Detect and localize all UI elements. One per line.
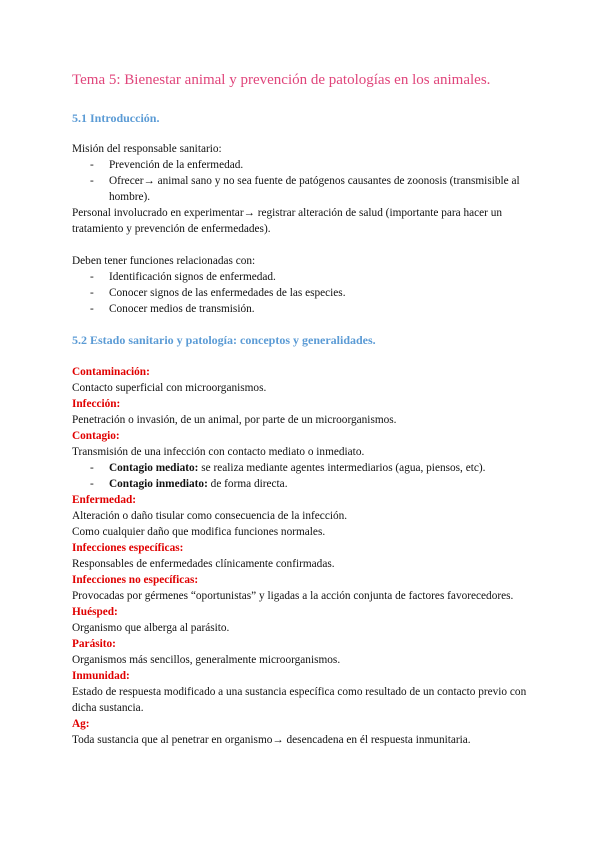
definition-infeccion: Penetración o invasión, de un animal, por parte de un microorganismos. <box>72 414 397 426</box>
term-infecciones-especificas: Infecciones específicas: <box>72 542 184 554</box>
section-heading-estado-sanitario: 5.2 Estado sanitario y patología: conceptos y generalidades. <box>72 333 376 347</box>
definition-contagio: Transmisión de una infección con contacto mediato o inmediato. <box>72 446 365 458</box>
list-item: - Prevención de la enfermedad. <box>72 157 540 173</box>
funciones-intro: Deben tener funciones relacionadas con: <box>72 255 256 267</box>
definition-contaminacion: Contacto superficial con microorganismos. <box>72 382 267 394</box>
definition-huesped: Organismo que alberga al parásito. <box>72 622 230 634</box>
funciones-block <box>72 253 540 317</box>
mision-list <box>72 157 540 205</box>
term-infecciones-no-especificas: Infecciones no específicas: <box>72 574 199 586</box>
definition-inmunidad: Estado de respuesta modificado a una sustancia específica como resultado de un contacto previo con dicha sustancia. <box>72 686 527 714</box>
list-item: - Ofrecer→ animal sano y no sea fuente de patógenos causantes de zoonosis (transmisible al hombre). <box>72 173 540 205</box>
term-inmunidad: Inmunidad: <box>72 670 130 682</box>
term-enfermedad: Enfermedad: <box>72 494 137 506</box>
contagio-mediato-text: se realiza mediante agentes intermediarios (agua, piensos, etc). <box>198 462 486 474</box>
term-ag: Ag: <box>72 718 90 730</box>
term-contaminacion: Contaminación: <box>72 366 150 378</box>
definition-infecciones-especificas: Responsables de enfermedades clínicamente confirmadas. <box>72 558 335 570</box>
personal-paragraph: Personal involucrado en experimentar→ registrar alteración de salud (importante para hacer un tratamiento y prevención de enfermedades). <box>72 207 503 235</box>
mision-intro: Misión del responsable sanitario: <box>72 143 222 155</box>
contagio-inmediato-text: de forma directa. <box>207 478 288 490</box>
term-huesped: Huésped: <box>72 606 118 618</box>
definitions-block <box>72 364 540 748</box>
contagio-mediato-label: Contagio mediato: <box>109 462 199 474</box>
list-item <box>72 460 540 476</box>
section-heading-introduccion: 5.1 Introducción. <box>72 111 160 125</box>
page-title: Tema 5: Bienestar animal y prevención de patologías en los animales. <box>72 72 491 88</box>
contagio-list <box>72 460 540 492</box>
list-item: - Identificación signos de enfermedad. <box>72 269 540 285</box>
definition-ag: Toda sustancia que al penetrar en organismo→ desencadena en él respuesta inmunitaria. <box>72 734 471 746</box>
definition-parasito: Organismos más sencillos, generalmente microorganismos. <box>72 654 341 666</box>
list-item <box>72 476 540 492</box>
contagio-inmediato-label: Contagio inmediato: <box>109 478 208 490</box>
list-item: - Conocer signos de las enfermedades de las especies. <box>72 285 540 301</box>
term-infeccion: Infección: <box>72 398 121 410</box>
funciones-list <box>72 269 540 317</box>
definition-enfermedad-1: Alteración o daño tisular como consecuencia de la infección. <box>72 510 348 522</box>
definition-infecciones-no-especificas: Provocadas por gérmenes “oportunistas” y ligadas a la acción conjunta de factores favorecedores. <box>72 590 514 602</box>
definition-enfermedad-2: Como cualquier daño que modifica funciones normales. <box>72 526 326 538</box>
term-contagio: Contagio: <box>72 430 120 442</box>
list-item: - Conocer medios de transmisión. <box>72 301 540 317</box>
section-introduccion-body <box>72 141 540 237</box>
term-parasito: Parásito: <box>72 638 116 650</box>
